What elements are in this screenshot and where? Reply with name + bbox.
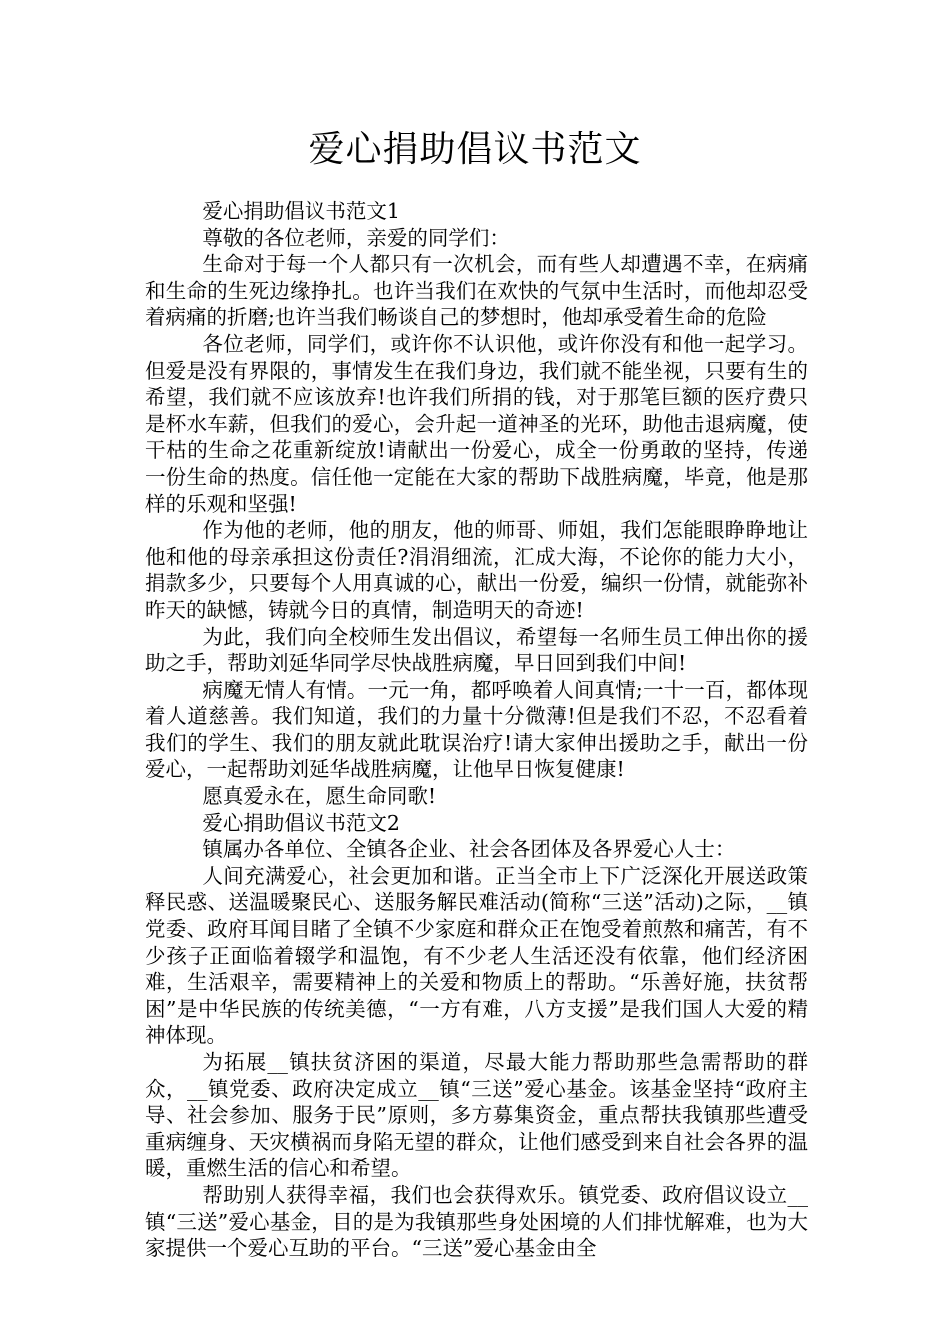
paragraph: 帮助别人获得幸福，我们也会获得欢乐。镇党委、政府倡议设立__镇“三送”爱心基金，目的是为我镇那些身处困境的人们排忧解难，也为大家提供一个爱心互助的平台。“三送”爱心基金由全: [145, 1182, 808, 1261]
paragraph: 人间充满爱心，社会更加和谐。正当全市上下广泛深化开展送政策释民惑、送温暖聚民心、送服务解民难活动(简称“三送”活动)之际，__镇党委、政府耳闻目睹了全镇不少家庭和群众正在饱受着煎熬和痛苦，有不少孩子正面临着辍学和温饱，有不少老人生活还没有依靠，他们经济困难，生活艰辛，需要精神上的关爱和物质上的帮助。“乐善好施，扶贫帮困”是中华民族的传统美德，“一方有难，八方支援”是我们国人大爱的精神体现。: [145, 863, 808, 1048]
paragraph: 为此，我们向全校师生发出倡议，希望每一名师生员工伸出你的援助之手，帮助刘延华同学尽快战胜病魔，早日回到我们中间!: [145, 624, 808, 676]
paragraph: 病魔无情人有情。一元一角，都呼唤着人间真情;一十一百，都体现着人道慈善。我们知道，我们的力量十分微薄!但是我们不忍，不忍看着我们的学生、我们的朋友就此耽误治疗!请大家伸出援助之手，献出一份爱心，一起帮助刘延华战胜病魔，让他早日恢复健康!: [145, 677, 808, 782]
paragraph: 生命对于每一个人都只有一次机会，而有些人却遭遇不幸，在病痛和生命的生死边缘挣扎。也许当我们在欢快的气氛中生活时，而他却忍受着病痛的折磨;也许当我们畅谈自己的梦想时，他却承受着生命的危险: [145, 252, 808, 330]
closing-line: 愿真爱永在，愿生命同歌!: [202, 784, 437, 809]
paragraph: 作为他的老师，他的朋友，他的师哥、师姐，我们怎能眼睁睁地让他和他的母亲承担这份责任?涓涓细流，汇成大海，不论你的能力大小，捐款多少，只要每个人用真诚的心，献出一份爱，编织一份情，就能弥补昨天的缺憾，铸就今日的真情，制造明天的奇迹!: [145, 518, 808, 622]
paragraph: 各位老师，同学们，或许你不认识他，或许你没有和他一起学习。但爱是没有界限的，事情发生在我们身边，我们就不能坐视，只要有生的希望，我们就不应该放弃!也许我们所捐的钱，对于那笔巨额的医疗费只是杯水车薪，但我们的爱心，会升起一道神圣的光环，助他击退病魔，使干枯的生命之花重新绽放!请献出一份爱心，成全一份勇敢的坚持，传递一份生命的热度。信任他一定能在大家的帮助下战胜病魔，毕竟，他是那样的乐观和坚强!: [145, 331, 808, 516]
salutation: 镇属办各单位、全镇各企业、社会各团体及各界爱心人士：: [202, 837, 736, 862]
document-body: [145, 198, 808, 1262]
salutation: 尊敬的各位老师，亲爱的同学们：: [202, 225, 510, 250]
section-heading: 爱心捐助倡议书范文2: [202, 810, 400, 835]
section-heading: 爱心捐助倡议书范文1: [202, 199, 400, 223]
document-title: 爱心捐助倡议书范文: [308, 129, 642, 170]
paragraph: 为拓展__镇扶贫济困的渠道，尽最大能力帮助那些急需帮助的群众，__镇党委、政府决定成立__镇“三送”爱心基金。该基金坚持“政府主导、社会参加、服务于民”原则，多方募集资金，重点帮扶我镇那些遭受重病缠身、天灾横祸而身陷无望的群众，让他们感受到来自社会各界的温暖，重燃生活的信心和希望。: [145, 1050, 808, 1181]
